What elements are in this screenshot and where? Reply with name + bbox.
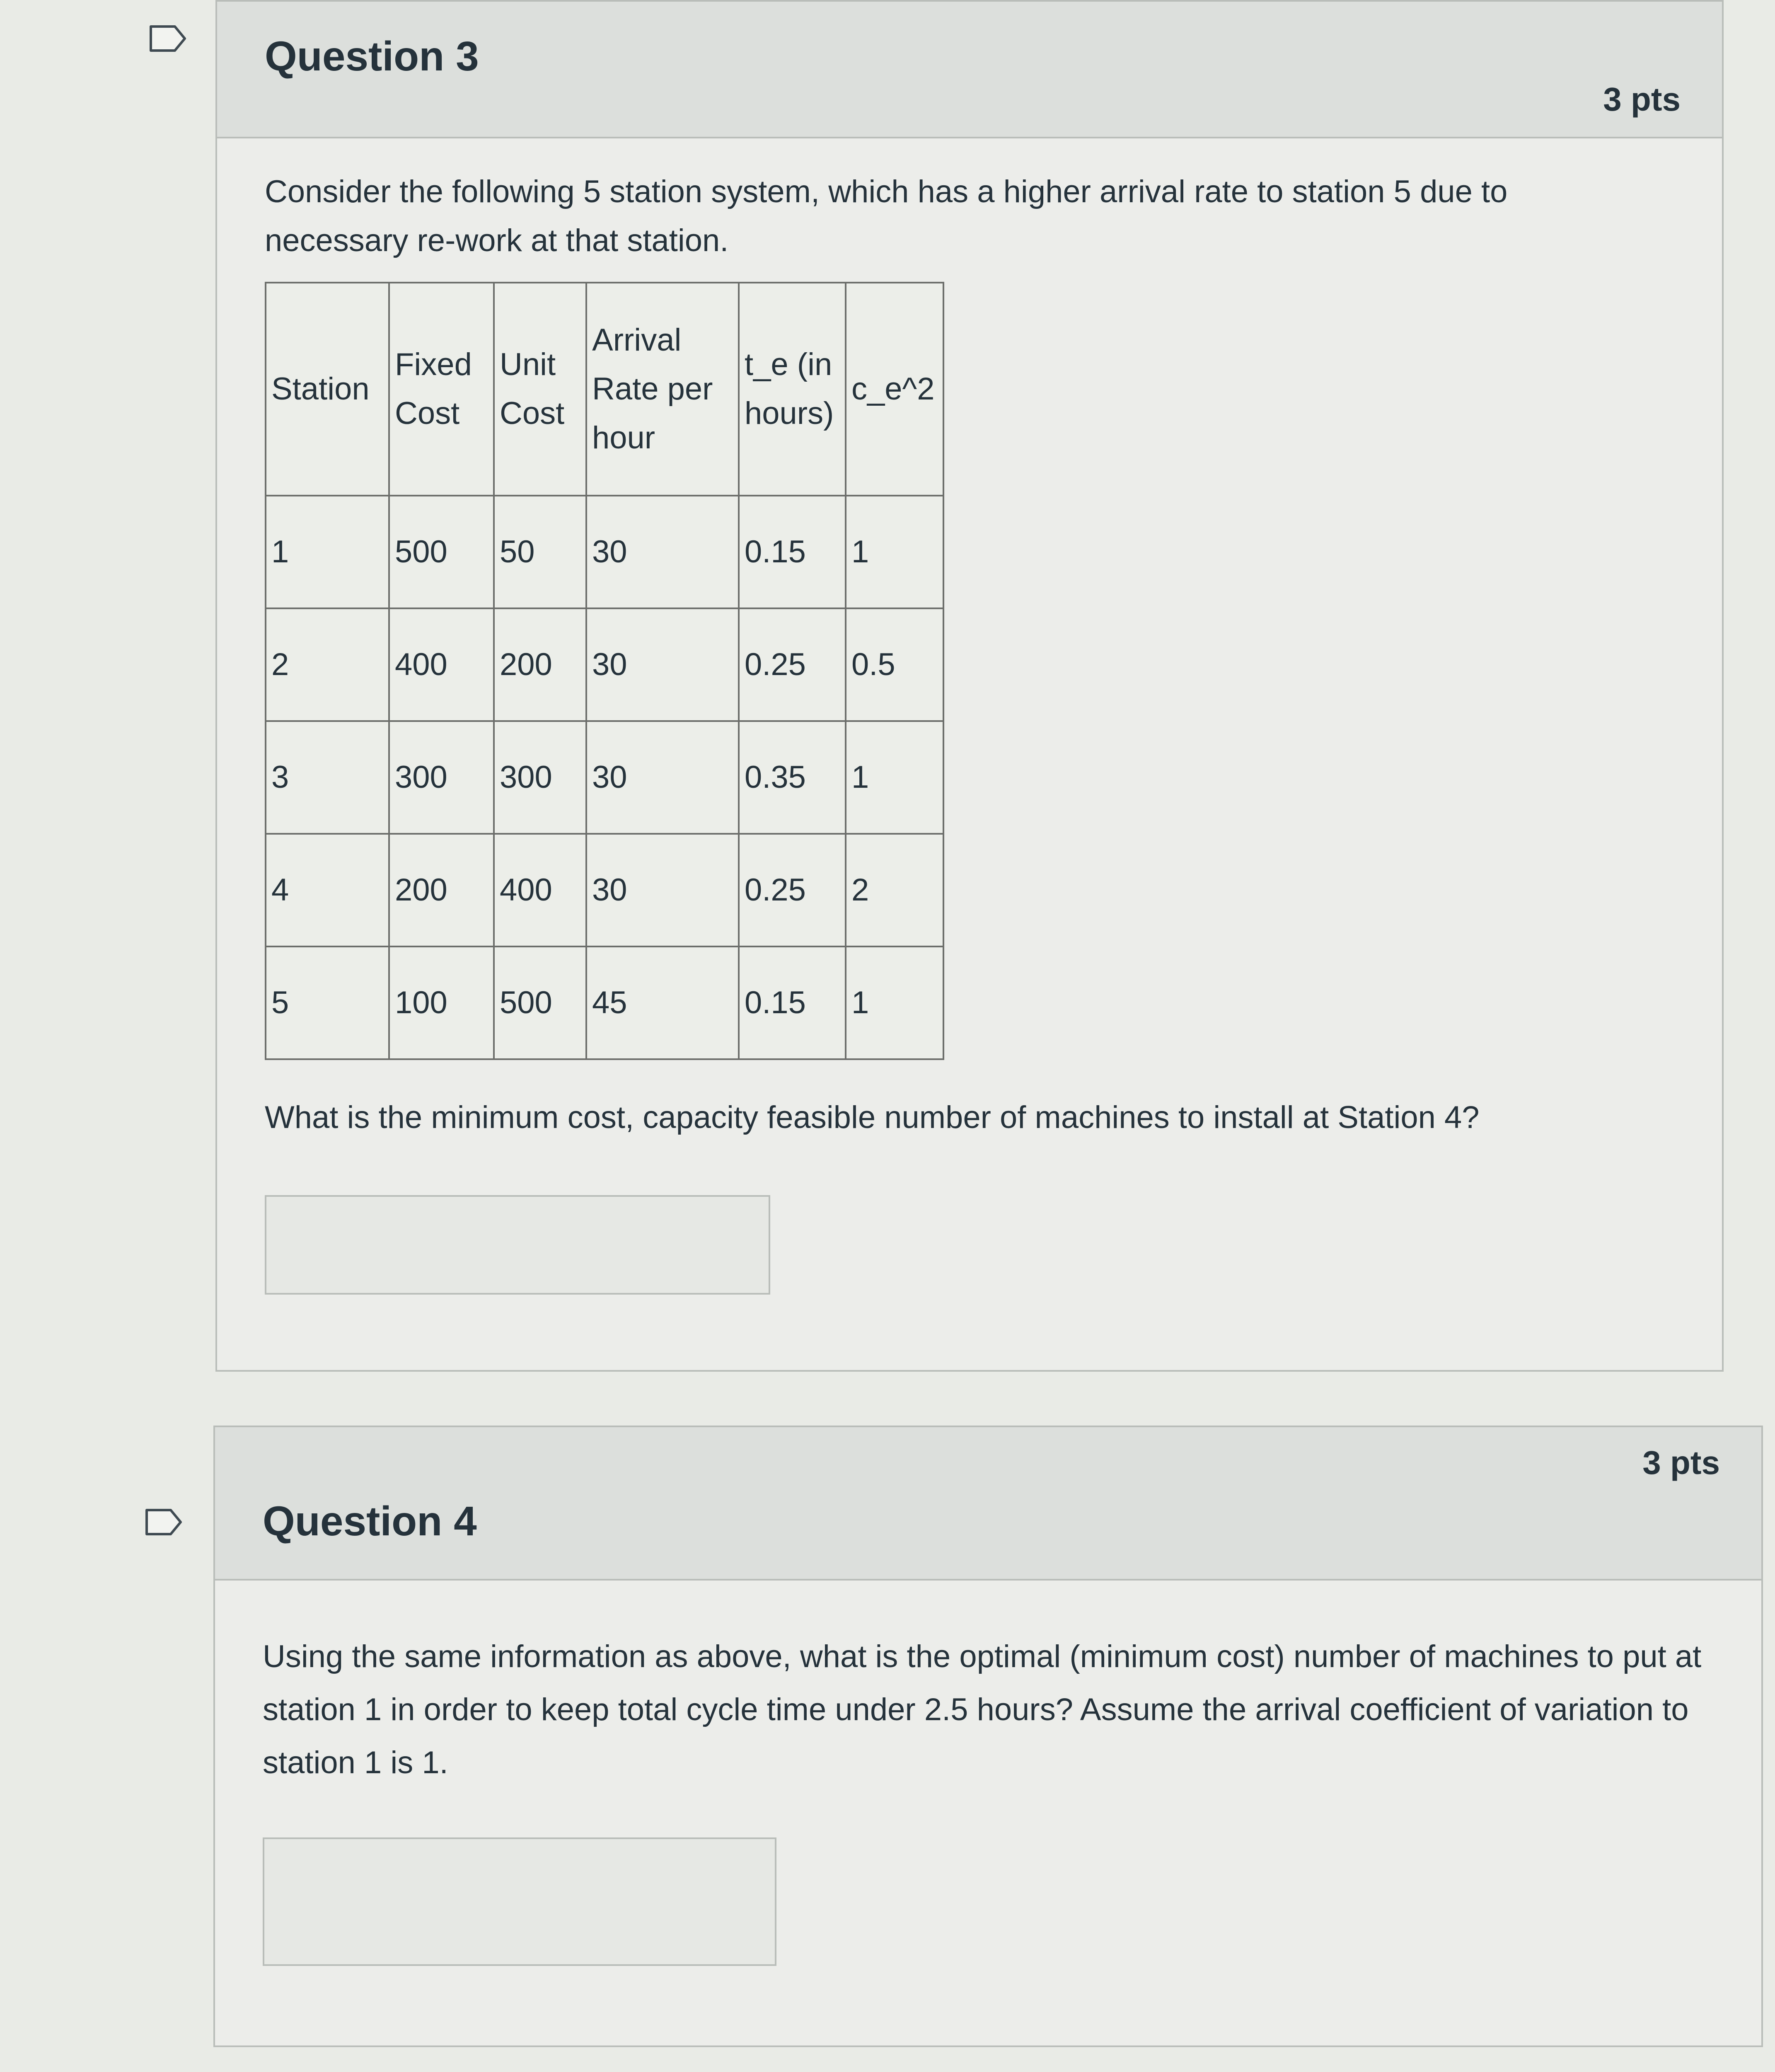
cell-ce2: 2 xyxy=(846,834,943,946)
table-row xyxy=(266,946,943,1059)
table-header-row xyxy=(266,283,943,496)
header-fixed-cost: Fixed Cost xyxy=(389,283,494,496)
flag-question-4-icon[interactable] xyxy=(145,1508,182,1536)
header-station: Station xyxy=(266,283,389,496)
cell-ce2: 1 xyxy=(846,496,943,608)
cell-fixed-cost: 100 xyxy=(389,946,494,1059)
header-arrival-rate: Arrival Rate per hour xyxy=(586,283,739,496)
cell-station: 4 xyxy=(266,834,389,946)
cell-arrival-rate: 30 xyxy=(586,608,739,721)
question-4-card xyxy=(213,1426,1763,2047)
question-3-points: 3 pts xyxy=(1603,81,1681,118)
cell-unit-cost: 300 xyxy=(494,721,586,834)
cell-unit-cost: 500 xyxy=(494,946,586,1059)
cell-ce2: 1 xyxy=(846,721,943,834)
question-4-body xyxy=(215,1581,1761,1789)
cell-unit-cost: 50 xyxy=(494,496,586,608)
question-3-intro: Consider the following 5 station system, which has a higher arrival rate to station 5 due to necessary re-work at that station. xyxy=(265,174,1508,258)
cell-te: 0.35 xyxy=(739,721,846,834)
cell-arrival-rate: 45 xyxy=(586,946,739,1059)
question-3-title: Question 3 xyxy=(265,33,479,80)
table-row xyxy=(266,721,943,834)
question-3-card xyxy=(215,0,1724,1372)
table-row xyxy=(266,608,943,721)
table-row xyxy=(266,496,943,608)
question-3-answer-input[interactable] xyxy=(265,1195,770,1295)
cell-te: 0.15 xyxy=(739,946,846,1059)
cell-arrival-rate: 30 xyxy=(586,496,739,608)
station-data-table xyxy=(265,282,944,1060)
cell-fixed-cost: 500 xyxy=(389,496,494,608)
question-4-prompt: Using the same information as above, what is the optimal (minimum cost) number of machines to put at station 1 in order to keep total cycle time under 2.5 hours? Assume the arrival coefficient of variation to station 1 is 1. xyxy=(263,1639,1702,1780)
question-4-title: Question 4 xyxy=(263,1498,477,1544)
header-unit-cost: Unit Cost xyxy=(494,283,586,496)
cell-te: 0.25 xyxy=(739,608,846,721)
header-te: t_e (in hours) xyxy=(739,283,846,496)
question-4-answer-input[interactable] xyxy=(263,1837,776,1966)
header-ce2: c_e^2 xyxy=(846,283,943,496)
question-4-points: 3 pts xyxy=(1642,1444,1720,1481)
cell-ce2: 1 xyxy=(846,946,943,1059)
cell-fixed-cost: 400 xyxy=(389,608,494,721)
cell-unit-cost: 200 xyxy=(494,608,586,721)
cell-station: 5 xyxy=(266,946,389,1059)
cell-te: 0.25 xyxy=(739,834,846,946)
question-3-header xyxy=(217,2,1722,138)
cell-station: 2 xyxy=(266,608,389,721)
question-3-prompt: What is the minimum cost, capacity feasible number of machines to install at Station 4? xyxy=(265,1100,1480,1135)
cell-fixed-cost: 200 xyxy=(389,834,494,946)
cell-arrival-rate: 30 xyxy=(586,721,739,834)
question-3-body xyxy=(217,138,1722,1142)
flag-question-3-icon[interactable] xyxy=(149,25,186,52)
cell-te: 0.15 xyxy=(739,496,846,608)
cell-arrival-rate: 30 xyxy=(586,834,739,946)
cell-station: 3 xyxy=(266,721,389,834)
cell-station: 1 xyxy=(266,496,389,608)
table-row xyxy=(266,834,943,946)
cell-unit-cost: 400 xyxy=(494,834,586,946)
cell-ce2: 0.5 xyxy=(846,608,943,721)
question-4-header xyxy=(215,1427,1761,1581)
cell-fixed-cost: 300 xyxy=(389,721,494,834)
